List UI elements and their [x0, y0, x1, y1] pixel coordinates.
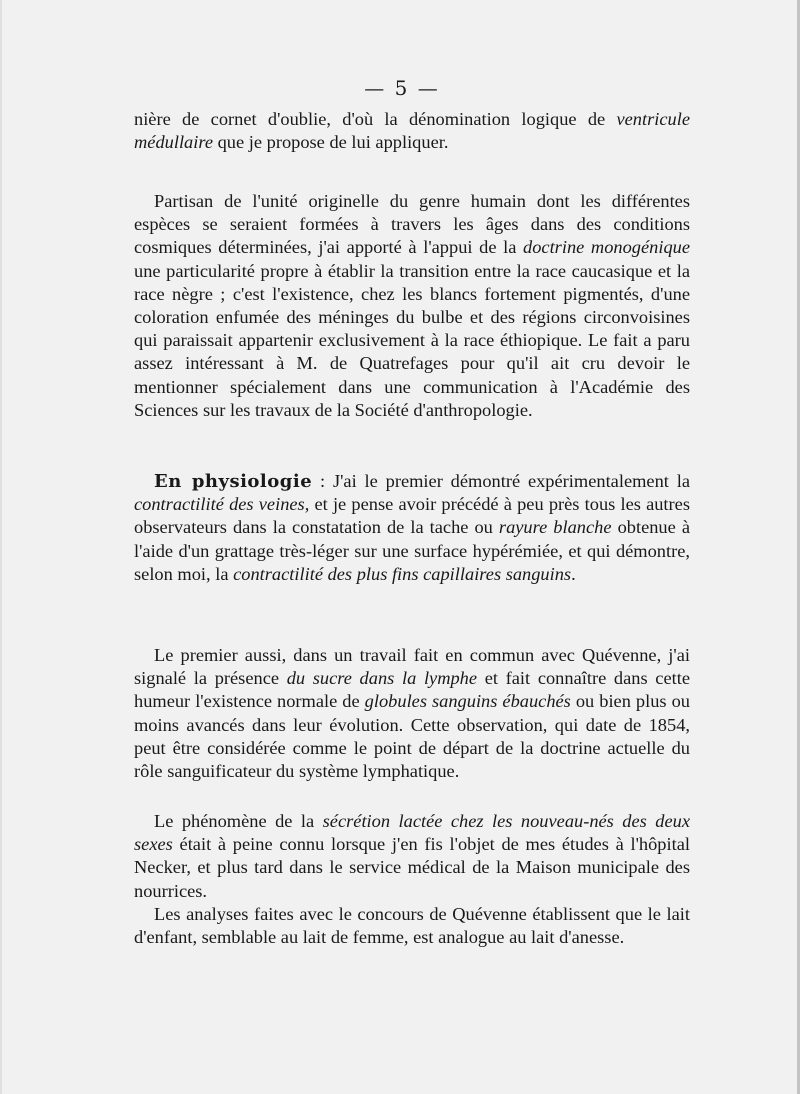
paragraph-text [134, 190, 690, 422]
italic-term: sécrétion lactée chez les nouveau-nés des deux sexes [134, 811, 690, 855]
paragraph-monogenique [134, 190, 690, 422]
text-run: , et je pense avoir précédé à peu près tous les autres observateurs dans la constatation de la tache ou [134, 494, 690, 538]
text-run: une particularité propre à établir la transition entre la race caucasique et la race nègre ; c'est l'existence, chez les blancs fortement pigmentés, d'une coloration enfumée des méninges du bulbe et des régions circonvoisines qui paraissait appartenir exclusivement à la race éthiopique. Le fait a paru assez intéressant à M. de Quatrefages pour qu'il ait cru devoir le mentionner spécialement dans une communication à l'Académie des Sciences sur les travaux de la Société d'anthropologie. [134, 260, 690, 420]
section-heading: En physiologie [154, 471, 313, 492]
text-run: était à peine connu lorsque j'en fis l'objet de mes études à l'hôpital Necker, et plus tard dans le service médical de la Maison municipale des nourrices. [134, 834, 690, 901]
page-number: — 5 — [364, 76, 440, 100]
text-run: nière de cornet d'oublie, d'où la dénomination logique de [134, 109, 617, 129]
italic-term: contractilité des veines [134, 494, 305, 515]
text-run: . [571, 563, 576, 584]
text-run: Partisan de l'unité originelle du genre humain dont les différentes espèces se seraient formées à travers les âges dans des conditions cosmiques déterminées, j'ai apporté à l'appui de la [134, 191, 690, 258]
text-run: et fait connaître dans cette humeur l'existence normale de [134, 668, 690, 712]
paragraph-text [134, 903, 690, 949]
italic-term: globules sanguins ébauchés [364, 691, 571, 712]
italic-term: ventricule médullaire [134, 109, 690, 153]
paragraph-text [134, 810, 690, 903]
text-run: obtenue à l'aide d'un grattage très-léger sur une surface hypérémiée, et qui démontre, selon moi, la [134, 517, 690, 584]
italic-term: doctrine monogénique [523, 237, 691, 258]
paragraph-text [134, 644, 690, 783]
paragraph-lymphe [134, 644, 690, 783]
italic-term: du sucre dans la lymphe [286, 668, 478, 689]
paragraph-physiologie [134, 470, 690, 586]
paragraph-text [134, 108, 690, 154]
text-run: ou bien plus ou moins avancés dans leur évolution. Cette observation, qui date de 1854, peut être considérée comme le point de départ de la doctrine actuelle du rôle sanguificateur du système lymphatique. [134, 691, 690, 782]
text-run: Le phénomène de la [154, 811, 323, 831]
text-run: Le premier aussi, dans un travail fait en commun avec Quévenne, j'ai signalé la présence [134, 645, 690, 689]
paragraph-text [134, 470, 690, 586]
text-run: que je propose de lui appliquer. [213, 132, 449, 153]
text-run: Les analyses faites avec le concours de Quévenne établissent que le lait d'enfant, semblable au lait de femme, est analogue au lait d'anesse. [134, 903, 690, 948]
italic-term: rayure blanche [498, 517, 612, 538]
paragraph-ventricule [134, 108, 690, 154]
italic-term: contractilité des plus fins capillaires sanguins [233, 563, 572, 584]
text-run: : J'ai le premier démontré expérimentalement la [312, 471, 690, 491]
paragraph-secretion-lactee [134, 810, 690, 949]
